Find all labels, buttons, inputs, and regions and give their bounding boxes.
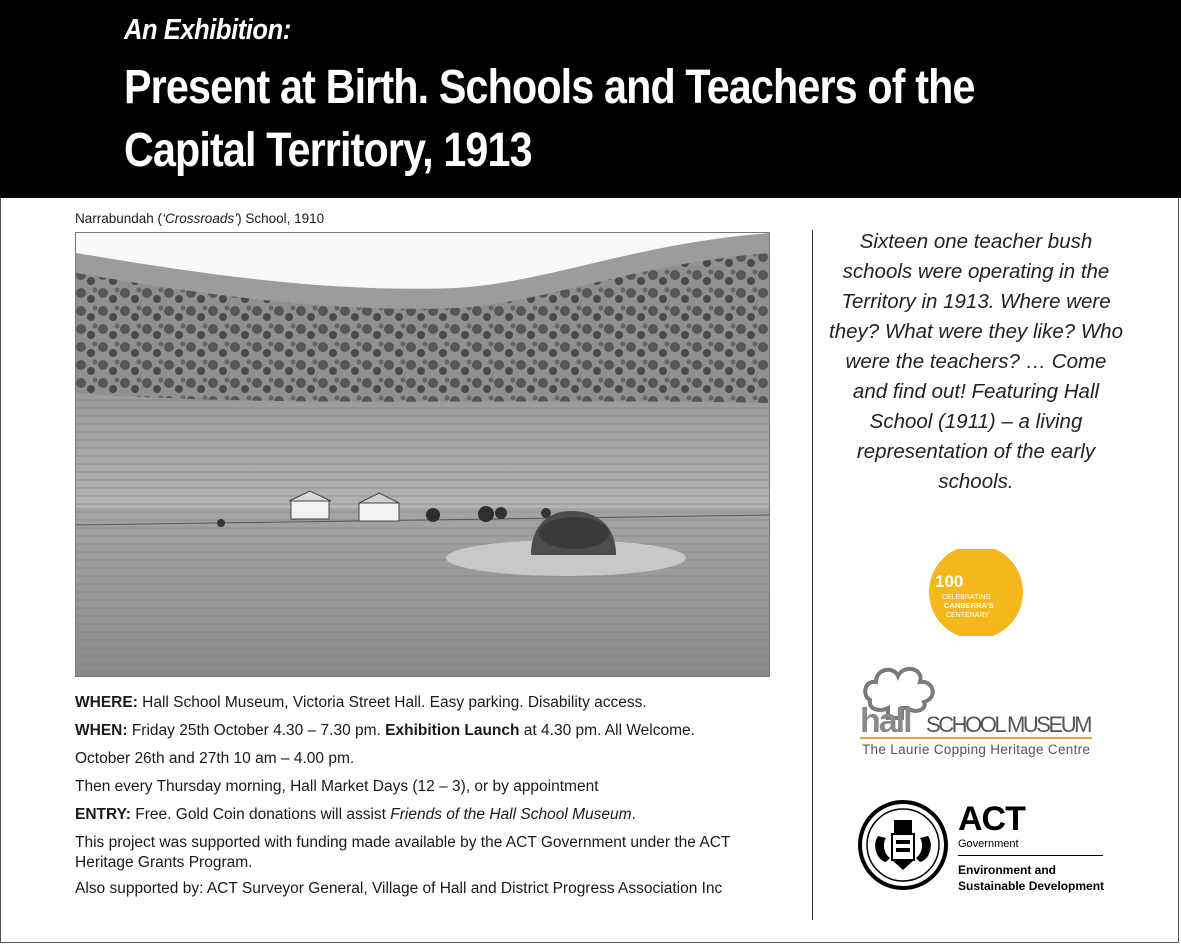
entry-italic: Friends of the Hall School Museum [390, 806, 632, 823]
hall-subtitle: The Laurie Copping Heritage Centre [862, 742, 1090, 757]
hall-wordmark: hall [860, 702, 911, 740]
caption-start: Narrabundah ( [75, 211, 163, 226]
launch-text: at 4.30 pm. All Welcome. [519, 722, 695, 739]
centenary-logo [928, 549, 1025, 636]
entry-line [75, 805, 775, 825]
when-text: Friday 25th October 4.30 – 7.30 pm. [127, 722, 386, 739]
centenary-line1: CELEBRATING [942, 594, 991, 601]
landscape-photo-image [76, 233, 770, 677]
exhibition-blurb: Sixteen one teacher bush schools were operating in the Territory in 1913. Where were they? What were they like? Who were the teachers? … Come and find out! Featuring Hall School (1911) – a living representation of the early schools. [829, 230, 1123, 493]
centenary-circle [929, 549, 1023, 636]
entry-text: Free. Gold Coin donations will assist [130, 806, 391, 823]
caption-end: ) School, 1910 [237, 211, 325, 226]
photo-caption [75, 211, 324, 226]
entry-end: . [631, 806, 636, 823]
column-divider [812, 230, 813, 920]
event-details [75, 693, 775, 907]
centenary-number: 100 [935, 572, 964, 591]
school-photo [75, 232, 770, 677]
act-crest-icon [858, 800, 950, 892]
when-line [75, 721, 775, 741]
thursday-line: Then every Thursday morning, Hall Market Days (12 – 3), or by appointment [75, 778, 599, 795]
funding-text: This project was supported with funding made available by the ACT Government under the ACT Heritage Grants Program. [75, 834, 731, 871]
where-text: Hall School Museum, Victoria Street Hall. Easy parking. Disability access. [137, 694, 647, 711]
where-line [75, 693, 775, 713]
header-banner [0, 0, 1181, 198]
hall-school-museum-logo [858, 658, 1098, 758]
act-government-text: Government [958, 838, 1019, 850]
where-label: WHERE: [75, 694, 138, 711]
caption-italic: ‘Crossroads’ [162, 211, 238, 226]
act-government-logo [858, 800, 1108, 893]
act-dept-line1: Environment and [958, 863, 1057, 877]
when-label: WHEN: [75, 722, 128, 739]
entry-label: ENTRY: [75, 806, 131, 823]
also-supported-text: Also supported by: ACT Surveyor General, Village of Hall and District Progress Association Inc [75, 880, 723, 897]
centenary-line3: CENTENARY [946, 612, 990, 619]
dates-line: October 26th and 27th 10 am – 4.00 pm. [75, 750, 355, 767]
kicker-text: An Exhibition: [124, 14, 291, 46]
act-dept-line2: Sustainable Development [958, 879, 1105, 893]
act-divider [958, 855, 1103, 856]
centenary-line2: CANBERRA'S [944, 601, 994, 610]
page-title: Present at Birth. Schools and Teachers of the Capital Territory, 1913 [124, 61, 975, 177]
launch-label: Exhibition Launch [385, 722, 520, 739]
school-museum-wordmark: SCHOOL MUSEUM [926, 712, 1092, 737]
act-wordmark: ACT [958, 800, 1025, 838]
